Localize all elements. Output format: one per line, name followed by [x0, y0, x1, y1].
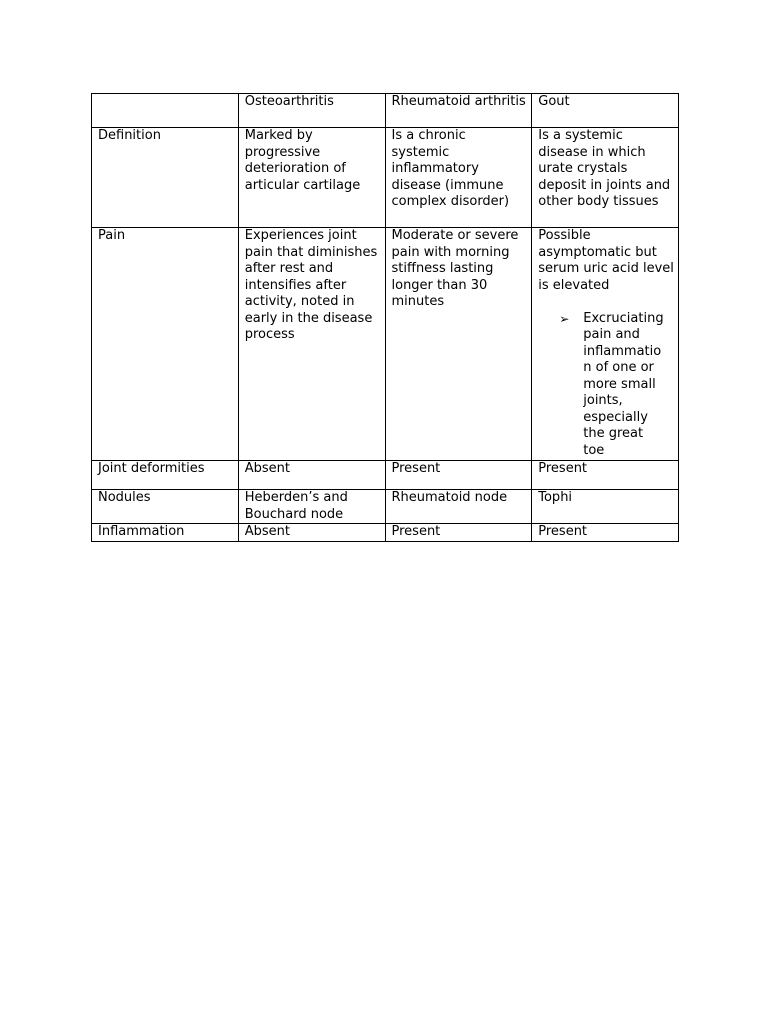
- header-cell-empty: [92, 94, 239, 128]
- header-cell-rheumatoid: [385, 94, 532, 128]
- bullet-list: [538, 311, 674, 460]
- osteoarthritis-cell: [238, 228, 385, 461]
- gout-cell: [532, 228, 679, 461]
- row-label-cell: [92, 490, 239, 524]
- table-row-joint-deformities: [92, 461, 679, 490]
- arthritis-comparison-table: [91, 93, 679, 542]
- arrowhead-bullet-icon: ➢: [559, 311, 570, 326]
- osteoarthritis-cell: [238, 128, 385, 228]
- cell-value: Is a systemic disease in which urate crystals deposit in joints and other body tissues: [538, 128, 671, 209]
- row-label-cell: [92, 461, 239, 490]
- table-row-nodules: [92, 490, 679, 524]
- gout-cell: [532, 461, 679, 490]
- gout-cell: [532, 524, 679, 542]
- gout-cell: [532, 128, 679, 228]
- header-cell-gout: [532, 94, 679, 128]
- osteoarthritis-cell: [238, 490, 385, 524]
- row-label-cell: [92, 524, 239, 542]
- bullet-text: Excruciating pain and inflammation of one or more small joints, especially the great toe: [583, 310, 664, 458]
- header-label: Gout: [538, 94, 570, 109]
- cell-value: Present: [538, 524, 588, 539]
- rheumatoid-cell: [385, 228, 532, 461]
- cell-value: Tophi: [538, 490, 573, 505]
- cell-value: Moderate or severe pain with morning stiffness lasting longer than 30 minutes: [391, 228, 519, 309]
- table-row-definition: [92, 128, 679, 228]
- cell-value: Heberden’s and Bouchard node: [244, 490, 348, 522]
- rheumatoid-cell: [385, 524, 532, 542]
- rheumatoid-cell: [385, 490, 532, 524]
- cell-value: Possible asymptomatic but serum uric acid level is elevated: [538, 228, 674, 293]
- osteoarthritis-cell: [238, 461, 385, 490]
- table-header-row: [92, 94, 679, 128]
- header-label: Rheumatoid arthritis: [391, 94, 526, 109]
- row-label-cell: [92, 228, 239, 461]
- row-label: Pain: [98, 228, 126, 243]
- rheumatoid-cell: [385, 461, 532, 490]
- header-label: Osteoarthritis: [244, 94, 334, 109]
- cell-value: Rheumatoid node: [391, 490, 508, 505]
- row-label: Joint deformities: [98, 461, 205, 476]
- rheumatoid-cell: [385, 128, 532, 228]
- row-label: Nodules: [98, 490, 151, 505]
- cell-value: Absent: [244, 524, 291, 539]
- gout-cell: [532, 490, 679, 524]
- cell-value: Present: [538, 461, 588, 476]
- row-label: Definition: [98, 128, 161, 143]
- row-label-cell: [92, 128, 239, 228]
- list-item: [538, 311, 674, 460]
- table-row-pain: [92, 228, 679, 461]
- cell-value: Marked by progressive deterioration of articular cartilage: [244, 128, 361, 193]
- table-row-inflammation: [92, 524, 679, 542]
- cell-value: Present: [391, 461, 441, 476]
- cell-value: Experiences joint pain that diminishes after rest and intensifies after activity, noted in early in the disease process: [244, 228, 378, 342]
- osteoarthritis-cell: [238, 524, 385, 542]
- row-label: Inflammation: [98, 524, 185, 539]
- header-cell-osteoarthritis: [238, 94, 385, 128]
- cell-value: Is a chronic systemic inflammatory disease (immune complex disorder): [391, 128, 510, 209]
- cell-value: Present: [391, 524, 441, 539]
- paragraph-gap: [538, 294, 674, 311]
- cell-value: Absent: [244, 461, 291, 476]
